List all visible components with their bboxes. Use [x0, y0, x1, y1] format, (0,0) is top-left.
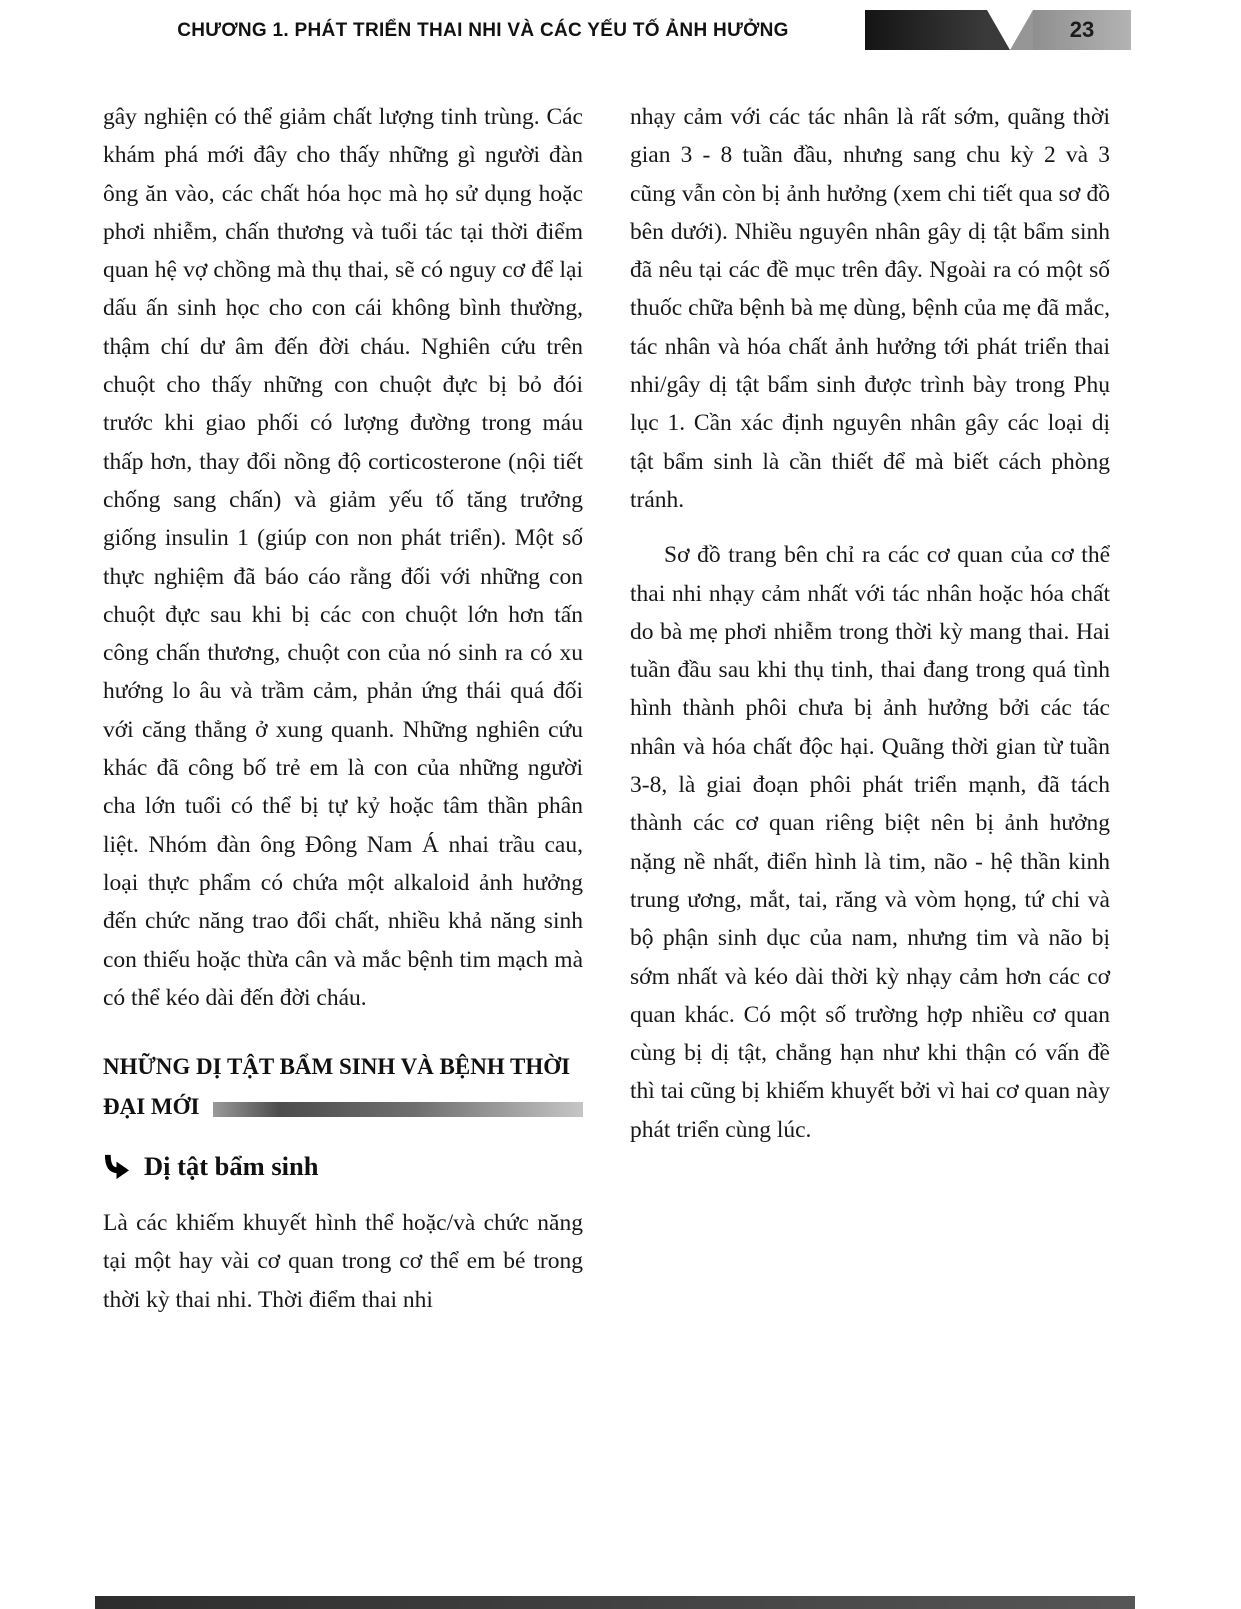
two-column-layout — [103, 98, 1110, 1319]
right-paragraph-1: nhạy cảm với các tác nhân là rất sớm, quãng thời gian 3 - 8 tuần đầu, nhưng sang chu kỳ 2 và 3 cũng vẫn còn bị ảnh hưởng (xem chi tiết qua sơ đồ bên dưới). Nhiều nguyên nhân gây dị tật bẩm sinh đã nêu tại các đề mục trên đây. Ngoài ra có một số thuốc chữa bệnh bà mẹ dùng, bệnh của mẹ đã mắc, tác nhân và hóa chất ảnh hưởng tới phát triển thai nhi/gây dị tật bẩm sinh được trình bày trong Phụ lục 1. Cần xác định nguyên nhân gây các loại dị tật bẩm sinh là cần thiết để mà biết cách phòng tránh. — [630, 104, 1110, 513]
header-dark-block — [865, 10, 987, 50]
section-heading-line2-row — [103, 1087, 583, 1127]
bottom-bar — [95, 1596, 1135, 1609]
page-number-box — [865, 10, 1131, 50]
subsection-heading — [103, 1151, 583, 1182]
right-column — [630, 98, 1110, 1319]
header-triangle-decoration — [987, 10, 1033, 50]
left-paragraph-2: Là các khiếm khuyết hình thể hoặc/và chức năng tại một hay vài cơ quan trong cơ thể em bé trong thời kỳ thai nhi. Thời điểm thai nhi — [103, 1210, 583, 1313]
chapter-title: CHƯƠNG 1. PHÁT TRIỂN THAI NHI VÀ CÁC YẾU TỐ ẢNH HƯỞNG — [177, 20, 789, 41]
section-heading — [103, 1047, 583, 1127]
section-heading-line1: NHỮNG DỊ TẬT BẨM SINH VÀ BỆNH THỜI — [103, 1054, 571, 1080]
heading-gradient-bar — [213, 1102, 583, 1117]
subsection-title: Dị tật bẩm sinh — [144, 1151, 319, 1182]
left-column — [103, 98, 583, 1319]
right-paragraph-2: Sơ đồ trang bên chỉ ra các cơ quan của cơ thể thai nhi nhạy cảm nhất với tác nhân hoặc hóa chất do bà mẹ phơi nhiễm trong thời kỳ mang thai. Hai tuần đầu sau khi thụ tinh, thai đang trong quá tình hình thành phôi chưa bị ảnh hưởng bởi các tác nhân và hóa chất độc hại. Quãng thời gian từ tuần 3-8, là giai đoạn phôi phát triển mạnh, đã tách thành các cơ quan riêng biệt nên bị ảnh hưởng nặng nề nhất, điển hình là tim, não - hệ thần kinh trung ương, mắt, tai, răng và vòm họng, tứ chi và bộ phận sinh dục của nam, nhưng tim và não bị sớm nhất và kéo dài thời kỳ nhạy cảm hơn các cơ quan khác. Có một số trường hợp nhiều cơ quan cùng bị dị tật, chẳng hạn như khi thận có vấn đề thì tai cũng bị khiếm khuyết bởi vì hai cơ quan này phát triển cùng lúc. — [630, 542, 1110, 1143]
page-number: 23 — [1069, 17, 1095, 42]
header-gray-block — [1033, 10, 1131, 50]
curved-arrow-bullet-icon — [103, 1153, 130, 1180]
section-heading-line2: ĐẠI MỚI — [103, 1094, 200, 1120]
left-paragraph-1: gây nghiện có thể giảm chất lượng tinh trùng. Các khám phá mới đây cho thấy những gì người đàn ông ăn vào, các chất hóa học mà họ sử dụng hoặc phơi nhiễm, chấn thương và tuổi tác tại thời điểm quan hệ vợ chồng mà thụ thai, sẽ có nguy cơ để lại dấu ấn sinh học cho con cái không bình thường, thậm chí dư âm đến đời cháu. Nghiên cứu trên chuột cho thấy những con chuột đực bị bỏ đói trước khi giao phối có lượng đường trong máu thấp hơn, thay đổi nồng độ corticosterone (nội tiết chống sang chấn) và giảm yếu tố tăng trưởng giống insulin 1 (giúp con non phát triển). Một số thực nghiệm đã báo cáo rằng đối với những con chuột đực sau khi bị các con chuột lớn hơn tấn công chấn thương, chuột con của nó sinh ra có xu hướng lo âu và trầm cảm, phản ứng thái quá đối với căng thẳng ở xung quanh. Những nghiên cứu khác đã công bố trẻ em là con của những người cha lớn tuổi có thể bị tự kỷ hoặc tâm thần phân liệt. Nhóm đàn ông Đông Nam Á nhai trầu cau, loại thực phẩm có chứa một alkaloid ảnh hưởng đến chức năng trao đổi chất, nhiều khả năng sinh con thiếu hoặc thừa cân và mắc bệnh tim mạch mà có thể kéo dài đến đời cháu. — [103, 104, 583, 1011]
page-header — [0, 10, 1241, 50]
